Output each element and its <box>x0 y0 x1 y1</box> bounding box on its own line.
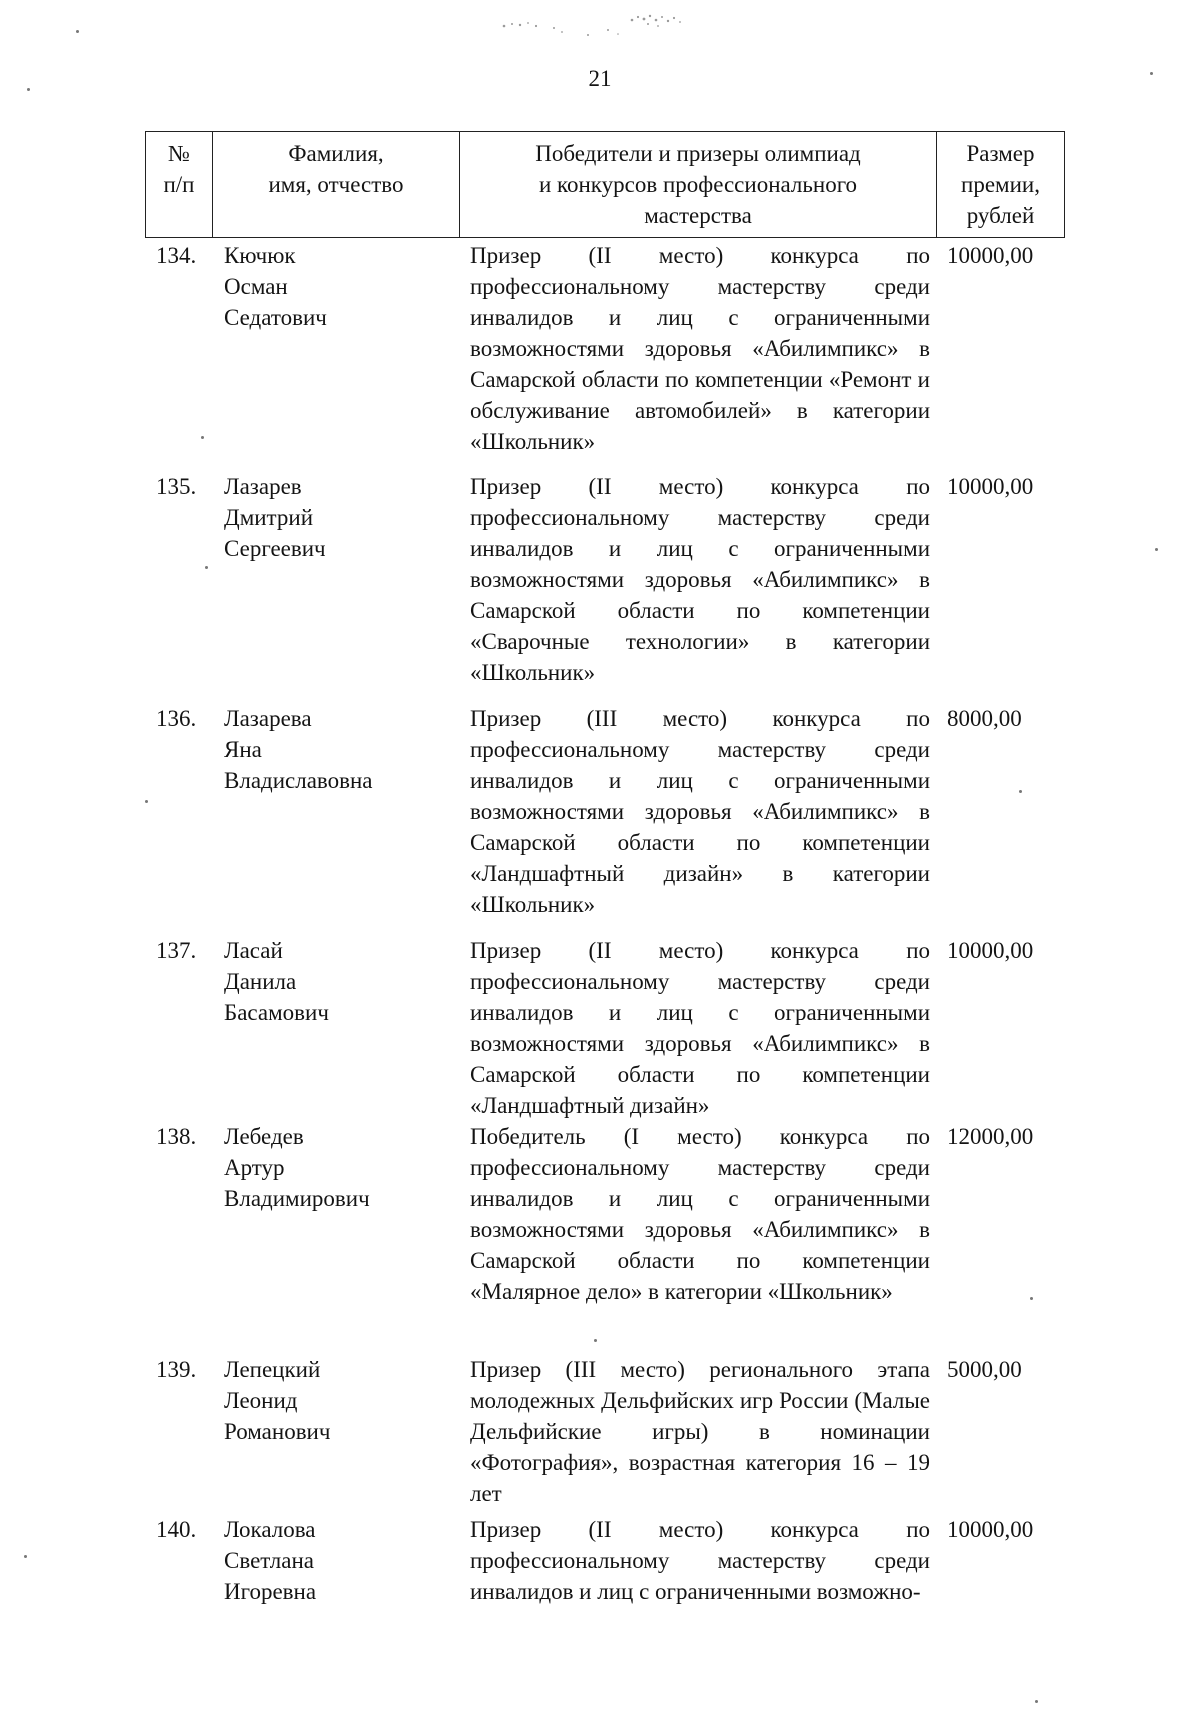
row-first-name: Дмитрий <box>224 505 314 530</box>
row-surname: Лазарева <box>224 706 312 731</box>
row-description: Призер (II место) конкурса по профессиональному мастерству среди инвалидов и лиц с ограниченными возможностями здоровья «Абилимпикс» в Самарской области по компетенции «Ландшафтный дизайн» <box>470 938 930 1118</box>
row-first-name: Светлана <box>224 1548 314 1573</box>
table-header <box>145 131 1065 238</box>
row-number: 139. <box>156 1357 197 1382</box>
row-number: 137. <box>156 938 197 963</box>
row-description: Призер (II место) конкурса по профессиональному мастерству среди инвалидов и лиц с ограниченными возможностями здоровья «Абилимпикс» в Самарской области по компетенции «Ремонт и обслуживание автомобилей» в категории «Школьник» <box>470 243 930 454</box>
row-amount: 8000,00 <box>947 706 1022 731</box>
row-surname: Лепецкий <box>224 1357 321 1382</box>
row-patronymic: Сергеевич <box>224 536 326 561</box>
row-full-name <box>224 471 444 564</box>
row-patronymic: Владимирович <box>224 1186 370 1211</box>
row-surname: Лазарев <box>224 474 302 499</box>
row-surname: Локалова <box>224 1517 316 1542</box>
scan-speck <box>145 800 148 803</box>
header-number-cell: № п/п <box>146 132 213 238</box>
row-surname: Ласай <box>224 938 283 963</box>
scan-speck <box>1019 790 1022 793</box>
row-surname: Кючюк <box>224 243 296 268</box>
row-number: 138. <box>156 1124 197 1149</box>
header-name-cell: Фамилия, имя, отчество <box>213 132 460 238</box>
scan-speck <box>1155 548 1158 551</box>
row-first-name: Данила <box>224 969 297 994</box>
header-amount-cell: Размер премии, рублей <box>937 132 1065 238</box>
row-first-name: Осман <box>224 274 288 299</box>
scan-speck <box>1030 1297 1033 1300</box>
row-full-name <box>224 703 444 796</box>
row-number: 140. <box>156 1517 197 1542</box>
scan-artifact-mark <box>498 8 722 40</box>
row-first-name: Леонид <box>224 1388 298 1413</box>
row-amount: 10000,00 <box>947 243 1034 268</box>
row-patronymic: Романович <box>224 1419 331 1444</box>
header-description-cell: Победители и призеры олимпиад и конкурсов профессионального мастерства <box>460 132 937 238</box>
scan-speck <box>205 566 208 569</box>
row-full-name <box>224 1514 444 1607</box>
scan-speck <box>594 1339 597 1342</box>
row-patronymic: Игоревна <box>224 1579 317 1604</box>
row-first-name: Артур <box>224 1155 285 1180</box>
row-full-name <box>224 1121 444 1214</box>
row-amount: 10000,00 <box>947 474 1034 499</box>
row-description: Призер (III место) конкурса по профессиональному мастерству среди инвалидов и лиц с ограниченными возможностями здоровья «Абилимпикс» в Самарской области по компетенции «Ландшафтный дизайн» в категории «Школьник» <box>470 706 930 917</box>
scan-speck <box>24 1555 27 1558</box>
row-number: 135. <box>156 474 197 499</box>
scan-speck <box>27 88 30 91</box>
row-patronymic: Басамович <box>224 1000 329 1025</box>
row-amount: 5000,00 <box>947 1357 1022 1382</box>
scan-speck <box>1035 1700 1038 1703</box>
row-amount: 12000,00 <box>947 1124 1034 1149</box>
page-number: 21 <box>588 66 612 91</box>
row-full-name <box>224 935 444 1028</box>
scan-speck <box>1150 72 1153 75</box>
row-patronymic: Владиславовна <box>224 768 373 793</box>
scan-speck <box>201 436 204 439</box>
row-amount: 10000,00 <box>947 1517 1034 1542</box>
scan-speck <box>76 30 79 33</box>
row-description: Призер (II место) конкурса по профессиональному мастерству среди инвалидов и лиц с ограниченными возможно- <box>470 1517 930 1604</box>
row-number: 136. <box>156 706 197 731</box>
row-description: Победитель (I место) конкурса по профессиональному мастерству среди инвалидов и лиц с ограниченными возможностями здоровья «Абилимпикс» в Самарской области по компетенции «Малярное дело» в категории «Школьник» <box>470 1124 930 1304</box>
row-patronymic: Седатович <box>224 305 327 330</box>
row-number: 134. <box>156 243 197 268</box>
row-first-name: Яна <box>224 737 262 762</box>
row-description: Призер (II место) конкурса по профессиональному мастерству среди инвалидов и лиц с ограниченными возможностями здоровья «Абилимпикс» в Самарской области по компетенции «Сварочные технологии» в категории «Школьник» <box>470 474 930 685</box>
row-full-name <box>224 240 444 333</box>
row-amount: 10000,00 <box>947 938 1034 963</box>
row-description: Призер (III место) регионального этапа молодежных Дельфийских игр России (Малые Дельфийские игры) в номинации «Фотография», возрастная категория 16 – 19 лет <box>470 1357 930 1506</box>
row-full-name <box>224 1354 444 1447</box>
row-surname: Лебедев <box>224 1124 304 1149</box>
